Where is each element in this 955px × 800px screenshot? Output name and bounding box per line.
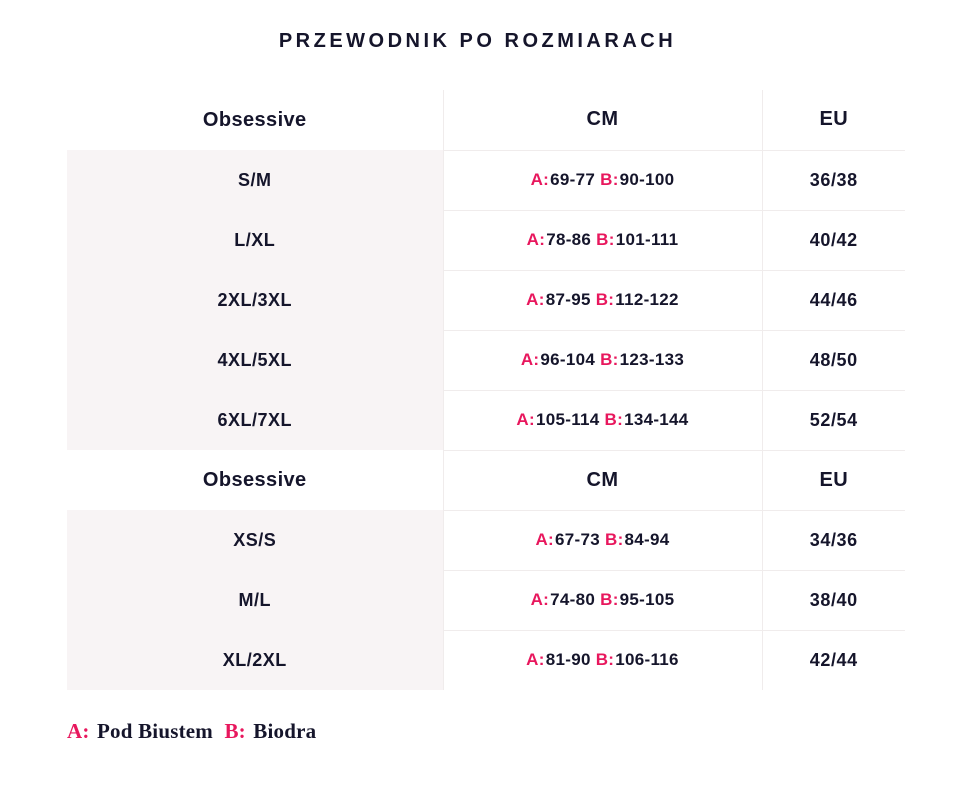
size-cell: XS/S <box>67 510 443 570</box>
b-prefix: B: <box>595 650 615 670</box>
a-value: 81-90 <box>545 650 591 670</box>
table-header-row <box>67 90 905 150</box>
a-prefix: A: <box>526 290 545 309</box>
size-cell: L/XL <box>67 210 443 270</box>
cm-cell <box>443 630 762 690</box>
b-prefix: B: <box>595 290 615 309</box>
a-value: 74-80 <box>550 590 596 609</box>
column-header-brand: Obsessive <box>67 450 443 510</box>
b-value: 134-144 <box>624 410 689 429</box>
column-header-eu: EU <box>762 90 905 150</box>
size-row <box>67 210 905 270</box>
cm-cell <box>443 210 762 270</box>
b-value: 84-94 <box>624 530 670 549</box>
size-row <box>67 570 905 630</box>
a-prefix: A: <box>516 410 535 429</box>
column-header-cm: CM <box>443 450 762 510</box>
b-prefix: B: <box>605 530 624 549</box>
cm-cell <box>443 330 762 390</box>
size-row <box>67 150 905 210</box>
size-row <box>67 510 905 570</box>
table-header-row <box>67 450 905 510</box>
b-prefix: B: <box>596 230 615 249</box>
size-cell: M/L <box>67 570 443 630</box>
a-value: 67-73 <box>555 530 600 549</box>
b-value: 112-122 <box>615 290 679 309</box>
b-prefix: B: <box>604 410 624 429</box>
size-row <box>67 270 905 330</box>
b-legend-text: Biodra <box>253 719 317 743</box>
b-value: 95-105 <box>619 590 675 609</box>
cm-cell <box>443 390 762 450</box>
a-value: 105-114 <box>535 410 600 429</box>
b-prefix: B: <box>600 170 619 189</box>
a-prefix: A: <box>526 650 545 670</box>
size-cell: XL/2XL <box>67 630 443 690</box>
eu-cell: 34/36 <box>762 510 905 570</box>
column-header-cm: CM <box>443 90 762 150</box>
column-header-brand: Obsessive <box>67 90 443 150</box>
a-value: 69-77 <box>550 170 596 189</box>
eu-cell: 48/50 <box>762 330 905 390</box>
cm-cell <box>443 570 762 630</box>
a-prefix: A: <box>535 530 555 549</box>
size-row <box>67 330 905 390</box>
a-prefix: A: <box>67 719 90 743</box>
page-title: PRZEWODNIK PO ROZMIARACH <box>278 30 677 52</box>
eu-cell: 44/46 <box>762 270 905 330</box>
a-prefix: A: <box>530 590 550 609</box>
size-cell: 6XL/7XL <box>67 390 443 450</box>
cm-cell <box>443 150 762 210</box>
size-row <box>67 390 905 450</box>
eu-cell: 40/42 <box>762 210 905 270</box>
a-value: 78-86 <box>546 230 592 249</box>
size-cell: S/M <box>67 150 443 210</box>
a-prefix: A: <box>520 350 540 369</box>
measurement-legend <box>67 719 316 744</box>
b-prefix: B: <box>600 350 619 369</box>
a-prefix: A: <box>530 170 550 189</box>
eu-cell: 38/40 <box>762 570 905 630</box>
a-value: 87-95 <box>545 290 591 309</box>
size-guide-table <box>67 90 905 690</box>
a-prefix: A: <box>526 230 546 249</box>
column-header-eu: EU <box>762 450 905 510</box>
b-prefix: B: <box>224 719 246 743</box>
eu-cell: 36/38 <box>762 150 905 210</box>
eu-cell: 52/54 <box>762 390 905 450</box>
b-value: 101-111 <box>615 230 679 249</box>
size-cell: 4XL/5XL <box>67 330 443 390</box>
b-prefix: B: <box>600 590 619 609</box>
a-value: 96-104 <box>540 350 596 369</box>
cm-cell <box>443 270 762 330</box>
size-cell: 2XL/3XL <box>67 270 443 330</box>
b-value: 123-133 <box>619 350 685 369</box>
eu-cell: 42/44 <box>762 630 905 690</box>
b-value: 90-100 <box>619 170 675 189</box>
a-legend-text: Pod Biustem <box>97 719 213 743</box>
cm-cell <box>443 510 762 570</box>
b-value: 106-116 <box>615 650 679 670</box>
size-row <box>67 630 905 690</box>
